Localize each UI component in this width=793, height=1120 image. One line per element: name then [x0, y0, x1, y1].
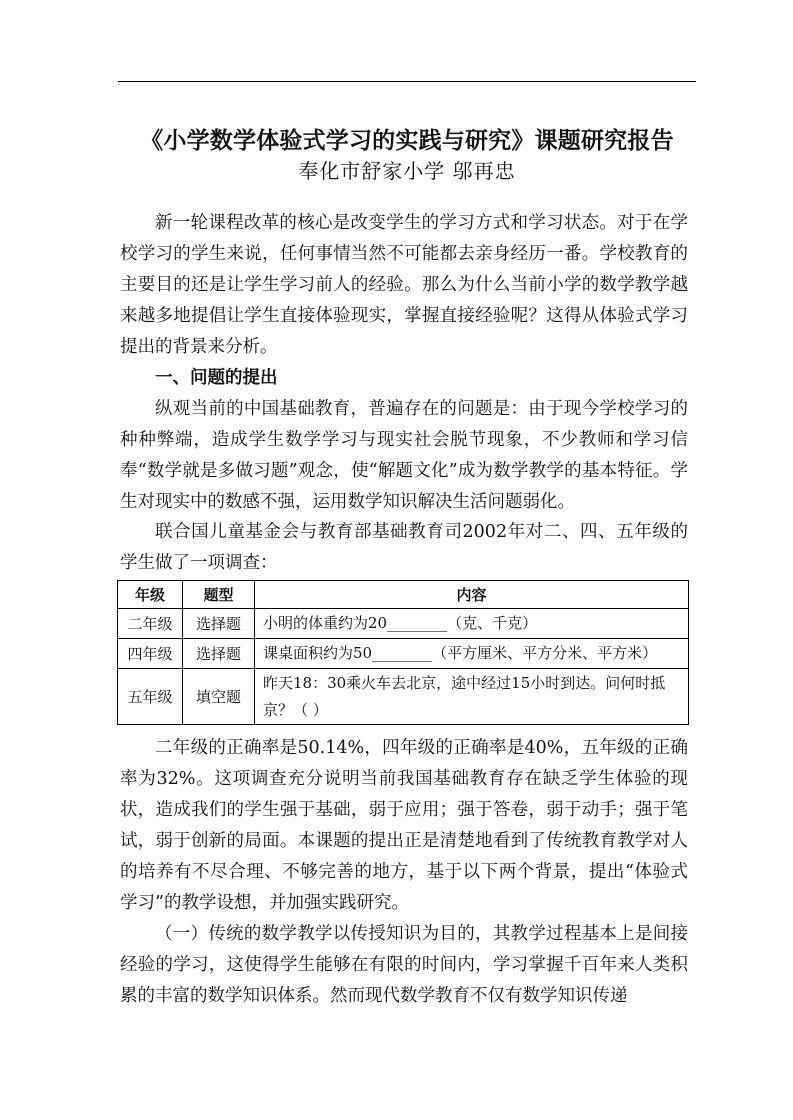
table-header-row — [118, 581, 689, 609]
cell-content: 昨天18：30乘火车去北京，途中经过15小时到达。问何时抵京？（ ） — [255, 669, 689, 725]
table-row — [118, 609, 689, 639]
analysis-paragraph: 二年级的正确率是50.14%，四年级的正确率是40%，五年级的正确率为32%。这项调查充分说明当前我国基础教育存在缺乏学生体验的现状，造成我们的学生强于基础，弱于应用；强于答卷，弱于动手；强于笔试，弱于创新的局面。本课题的提出正是清楚地看到了传统教育教学对人的培养有不尽合理、不够完善的地方，基于以下两个背景，提出“体验式学习”的教学设想，并加强实践研究。 — [120, 738, 688, 913]
header-grade: 年级 — [118, 581, 183, 609]
cell-grade: 二年级 — [118, 609, 183, 639]
survey-intro-paragraph: 联合国儿童基金会与教育部基础教育司2002年对二、四、五年级的学生做了一项调查： — [120, 522, 688, 573]
cell-grade: 四年级 — [118, 639, 183, 669]
report-title: 《小学数学体验式学习的实践与研究》课题研究报告 — [140, 127, 674, 154]
cell-content: 小明的体重约为20________（克、千克） — [255, 609, 689, 639]
intro-paragraph: 新一轮课程改革的核心是改变学生的学习方式和学习状态。对于在学校学习的学生来说，任何事情当然不可能都去亲身经历一番。学校教育的主要目的还是让学生学习前人的经验。那么为什么当前小学的数学教学越来越多地提倡让学生直接体验现实，掌握直接经验呢？这得从体验式学习提出的背景来分析。 — [120, 213, 688, 357]
section-heading: 一、问题的提出 — [155, 368, 278, 388]
header-type: 题型 — [183, 581, 255, 609]
problem-paragraph: 纵观当前的中国基础教育，普遍存在的问题是：由于现今学校学习的种种弊端，造成学生数学学习与现实社会脱节现象，不少教师和学习信奉“数学就是多做习题”观念，使“解题文化”成为数学教学的基本特征。学生对现实中的数感不强，运用数学知识解决生活问题弱化。 — [120, 399, 688, 512]
cell-grade: 五年级 — [118, 669, 183, 725]
cell-type: 选择题 — [183, 639, 255, 669]
background-paragraph: （一）传统的数学教学以传授知识为目的，其教学过程基本上是间接经验的学习，这使得学生能够在有限的时间内，学习掌握千百年来人类积累的丰富的数学知识体系。然而现代数学教育不仅有数学知识传递 — [120, 924, 688, 1006]
cell-type: 选择题 — [183, 609, 255, 639]
intro-section — [120, 208, 688, 518]
header-content: 内容 — [255, 581, 689, 609]
cell-content: 课桌面积约为50________（平方厘米、平方分米、平方米） — [255, 639, 689, 669]
header-rule — [118, 81, 696, 82]
analysis-section — [120, 733, 688, 1012]
table-row — [118, 669, 689, 725]
survey-table — [117, 580, 689, 725]
cell-type: 填空题 — [183, 669, 255, 725]
survey-intro-section — [120, 517, 688, 579]
author-line: 奉化市舒家小学 邬再忠 — [298, 159, 516, 183]
table-row — [118, 639, 689, 669]
